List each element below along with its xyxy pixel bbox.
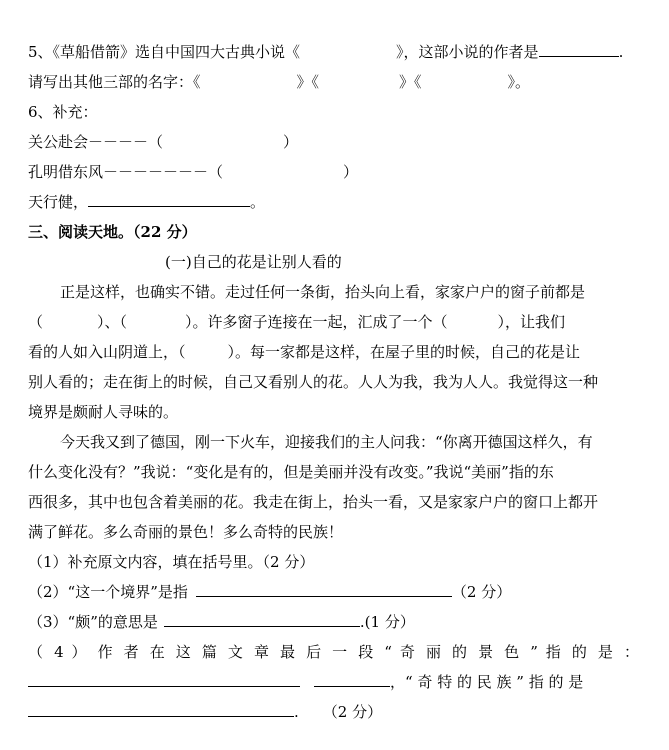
q5-line2-prefix: 请写出其他三部的名字：《 [28, 73, 201, 91]
q6-item3-blank[interactable] [88, 192, 250, 207]
q5-blank-author[interactable] [539, 42, 619, 57]
q5-text-c: . [618, 43, 624, 61]
q6-item1-text: 关公赴会 [28, 133, 89, 151]
q6-item2-dashes: －－－－－－－ [103, 163, 209, 181]
p2-line3: 西很多，其中也包含着美丽的花。我走在街上，抬头一看，又是家家户户的窗口上都开 [28, 493, 599, 511]
q2-blank[interactable] [196, 582, 452, 597]
q4-mid: ，“ 奇 特 的 民 族 ” 指 的 是 [390, 673, 584, 691]
p2-line1: 今天我又到了德国，刚一下火车，迎接我们的主人问我：“你离开德国这样久，有 [60, 433, 593, 451]
q6-item1-open: （ [148, 133, 164, 151]
p1-line1: 正是这样，也确实不错。走过任何一条街，抬头向上看，家家户户的窗子前都是 [60, 283, 586, 301]
q4-blank3[interactable] [28, 702, 294, 717]
question-1: （1）补充原文内容，填在括号里。（2 分） [28, 553, 315, 571]
q6-item3 [28, 192, 639, 212]
q2-text: （2）“这一个境界”是指 [28, 583, 188, 601]
q5-mid2: 》《 [399, 73, 422, 91]
q5-end: 》。 [507, 73, 531, 91]
q5-mid1: 》《 [296, 73, 320, 91]
p1-line5: 境界是颇耐人寻味的。 [28, 403, 179, 421]
p1-line3 [28, 342, 639, 362]
question-4-line1: （ 4 ） 作 者 在 这 篇 文 章 最 后 一 段 “ 奇 丽 的 景 色 ” 指 的 是 ： [28, 643, 639, 661]
p1-line4: 别人看的；走在街上的时候，自己又看别人的花。人人为我，我为人人。我觉得这一种 [28, 373, 599, 391]
p1-l3-b: ）。每一家都是这样，在屋子里的时候，自己的花是让 [227, 343, 581, 361]
q6-item2-close: ） [343, 163, 359, 181]
q6-item2-text: 孔明借东风 [28, 163, 104, 181]
question-2 [28, 582, 639, 602]
q2-score: （2 分） [451, 583, 512, 601]
q6-item2-open: （ [208, 163, 224, 181]
question-4-line3 [28, 702, 639, 722]
q5-text-a: 5、《草船借箭》选自中国四大古典小说《 [28, 43, 301, 61]
q6-item1 [28, 132, 639, 152]
p1-l2-b: ）、（ [97, 313, 128, 331]
p1-l2-a: （ [28, 313, 44, 331]
question-3 [28, 612, 639, 632]
q3-text: （3）“颇”的意思是 [28, 613, 158, 631]
q6-title: 6、补充： [28, 103, 98, 121]
q4-blank2[interactable] [314, 672, 390, 687]
p1-l3-a: 看的人如入山阴道上，（ [28, 343, 186, 361]
q5-line1 [28, 42, 639, 62]
q6-item2 [28, 162, 639, 182]
q4-blank1[interactable] [28, 672, 300, 687]
q3-score: .(1 分） [359, 613, 415, 631]
q3-blank[interactable] [164, 612, 360, 627]
q5-text-b: 》，这部小说的作者是 [396, 43, 539, 61]
p1-line2 [28, 312, 639, 332]
q4-score: （2 分） [322, 703, 383, 721]
q5-line2 [28, 72, 639, 92]
q4-end: . [294, 703, 299, 721]
q6-item1-dashes: －－－－ [88, 133, 149, 151]
q6-item3-end: 。 [250, 193, 266, 211]
q6-item1-close: ） [283, 133, 299, 151]
q6-item3-text: 天行健， [28, 193, 89, 211]
passage-title: (一)自己的花是让别人看的 [165, 253, 342, 271]
section3-heading: 三、阅读天地。（22 分） [28, 223, 197, 241]
p2-line2: 什么变化没有？”我说：“变化是有的，但是美丽并没有改变。”我说“美丽”指的东 [28, 463, 554, 481]
p1-l2-d: ），让我们 [497, 313, 566, 331]
p2-line4: 满了鲜花。多么奇丽的景色！多么奇特的民族！ [28, 523, 344, 541]
p1-l2-c: ）。许多窗子连接在一起，汇成了一个（ [185, 313, 448, 331]
question-4-line2 [28, 672, 639, 692]
